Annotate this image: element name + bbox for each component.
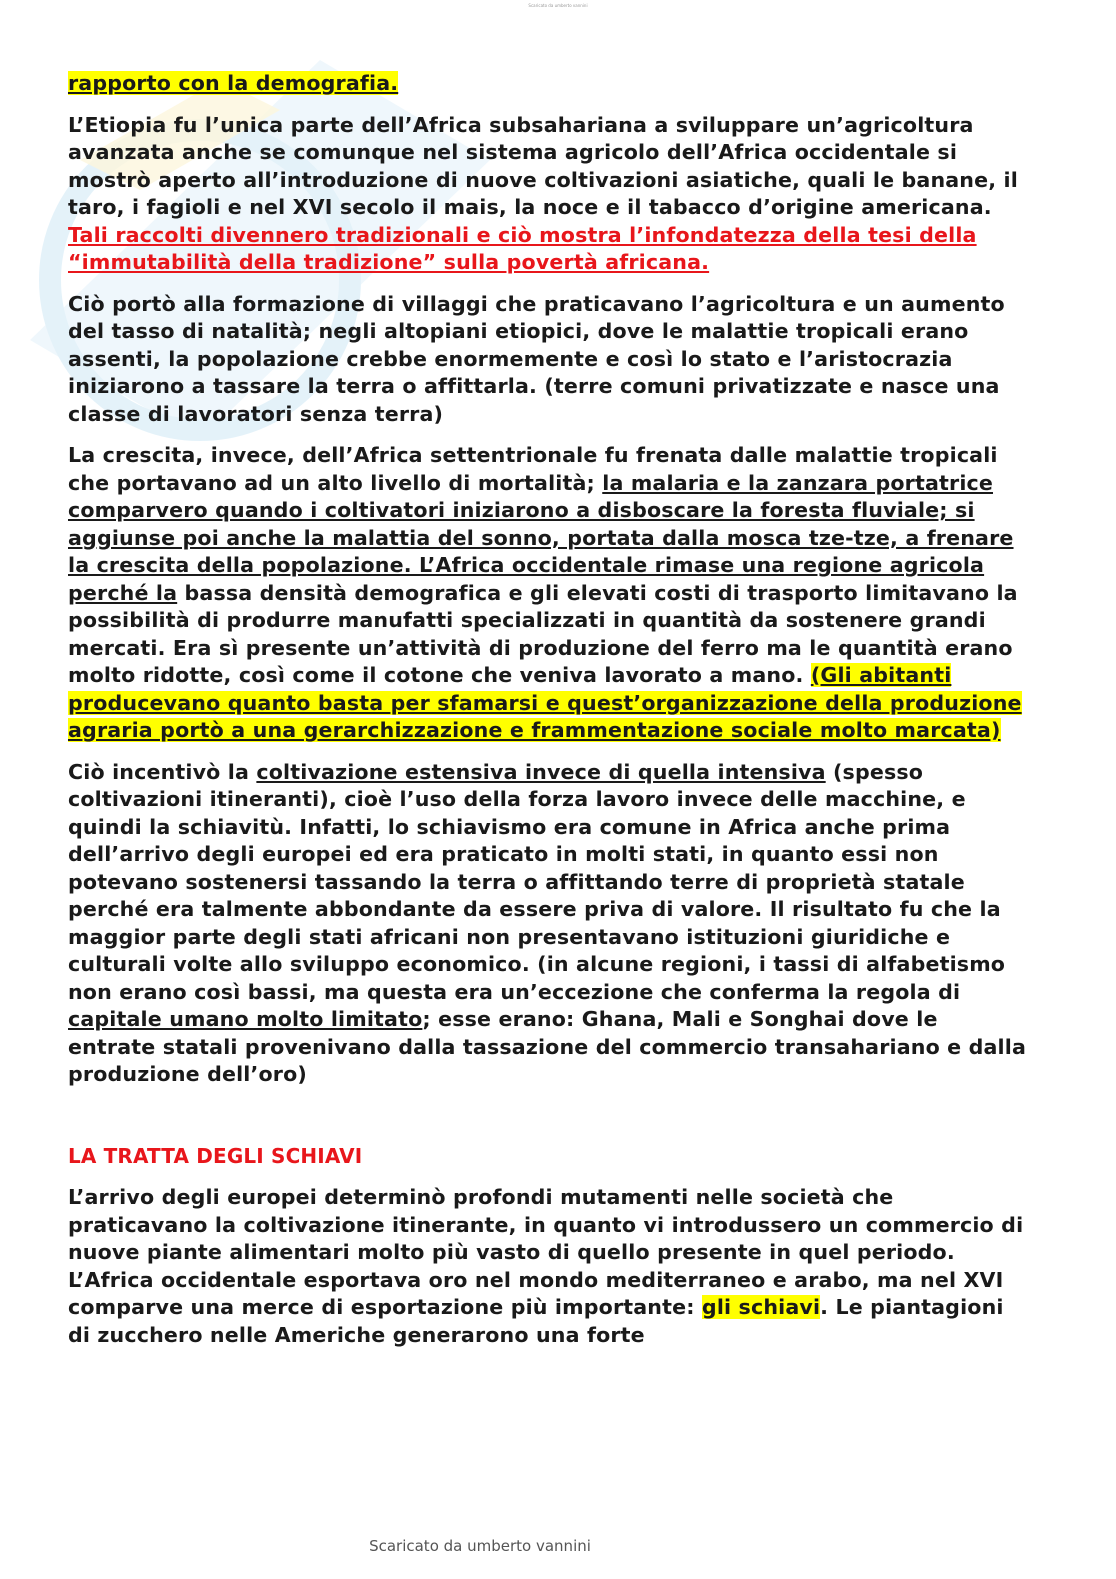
paragraph-4-underlined-1: coltivazione estensiva invece di quella intensiva	[256, 759, 826, 784]
paragraph-3-underlined: la malaria e la zanzara portatrice comparvero quando i coltivatori iniziarono a disboscare la foresta fluviale; si aggiunse poi anche la malattia del sonno, portata dalla mosca tze-tze, a frenare la crescita della popolazione. L’Africa occidentale rimase una regione agricola perché la	[68, 470, 1014, 605]
footer-credit: Scaricato da umberto vannini	[369, 1537, 591, 1555]
paragraph-4-c: ; esse erano: Ghana, Mali e Songhai dove le entrate statali provenivano dalla tassazione del commercio transahariano e dalla produzione dell’oro)	[68, 1007, 1027, 1086]
paragraph-3-a: La crescita, invece, dell’Africa settentrionale fu frenata dalle malattie tropicali che portavano ad un alto livello di mortalità;	[68, 443, 998, 495]
paragraph-2	[68, 291, 1028, 429]
section-heading: LA TRATTA DEGLI SCHIAVI	[68, 1143, 363, 1168]
paragraph-5	[68, 1184, 1028, 1349]
document-page	[68, 70, 1028, 1363]
paragraph-1-text: L’Etiopia fu l’unica parte dell’Africa subsahariana a sviluppare un’agricoltura avanzata anche se comunque nel sistema agricolo dell’Africa occidentale si mostrò aperto all’introduzione di nuove coltivazioni asiatiche, quali le banane, il taro, i fagioli e nel XVI secolo il mais, la noce e il tabacco d’origine americana.	[68, 112, 1018, 219]
paragraph-1	[68, 112, 1028, 277]
paragraph-4	[68, 759, 1028, 1089]
paragraph-3-highlight: (Gli abitanti producevano quanto basta per sfamarsi e quest’organizzazione della produzione agraria portò a una gerarchizzazione e frammentazione sociale molto marcata)	[68, 663, 1022, 742]
paragraph-4-underlined-2: capitale umano molto limitato	[68, 1007, 423, 1031]
paragraph-5-highlight: gli schiavi	[701, 1295, 821, 1319]
top-mark: Scaricato da umberto vannini	[528, 3, 588, 8]
paragraph-2-text: Ciò portò alla formazione di villaggi che praticavano l’agricoltura e un aumento del tasso di natalità; negli altopiani etiopici, dove le malattie tropicali erano assenti, la popolazione crebbe enormemente e così lo stato e l’aristocrazia iniziarono a tassare la terra o affittarla. (terre comuni privatizzate e nasce una classe di lavoratori senza terra)	[68, 291, 1005, 426]
highlight-0: rapporto con la demografia.	[68, 71, 399, 95]
red-underlined-text: Tali raccolti divennero tradizionali e ciò mostra l’infondatezza della tesi della “immutabilità della tradizione” sulla povertà africana.	[68, 222, 977, 274]
paragraph-4-b: (spesso coltivazioni itineranti), cioè l’uso della forza lavoro invece delle macchine, e quindi la schiavitù. Infatti, lo schiavismo era comune in Africa anche prima dell’arrivo degli europei ed era praticato in molti stati, in quanto essi non potevano sostenersi tassando la terra o affittando terre di proprietà statale perché era talmente abbondante da essere priva di valore. Il risultato fu che la maggior parte degli stati africani non presentavano istituzioni giuridiche e culturali volte allo sviluppo economico. (in alcune regioni, i tassi di alfabetismo non erano così bassi, ma questa era un’eccezione che conferma la regola di	[68, 759, 1006, 1004]
paragraph-5-b: . Le piantagioni di zucchero nelle Americhe generarono una forte	[68, 1295, 1004, 1347]
paragraph-3-b: bassa densità demografica e gli elevati costi di trasporto limitavano la possibilità di produrre manufatti specializzati in quantità da sostenere grandi mercati. Era sì presente un’attività di produzione del ferro ma le quantità erano molto ridotte, così come il cotone che veniva lavorato a mano.	[68, 580, 1018, 687]
paragraph-5-a: L’arrivo degli europei determinò profondi mutamenti nelle società che praticavano la coltivazione itinerante, in quanto vi introdussero un commercio di nuove piante alimentari molto più vasto di quello presente in quel periodo. L’Africa occidentale esportava oro nel mondo mediterraneo e arabo, ma nel XVI comparve una merce di esportazione più importante:	[68, 1185, 1024, 1319]
paragraph-3	[68, 442, 1028, 745]
paragraph-4-a: Ciò incentivò la	[68, 759, 257, 784]
paragraph-0	[68, 70, 1028, 98]
